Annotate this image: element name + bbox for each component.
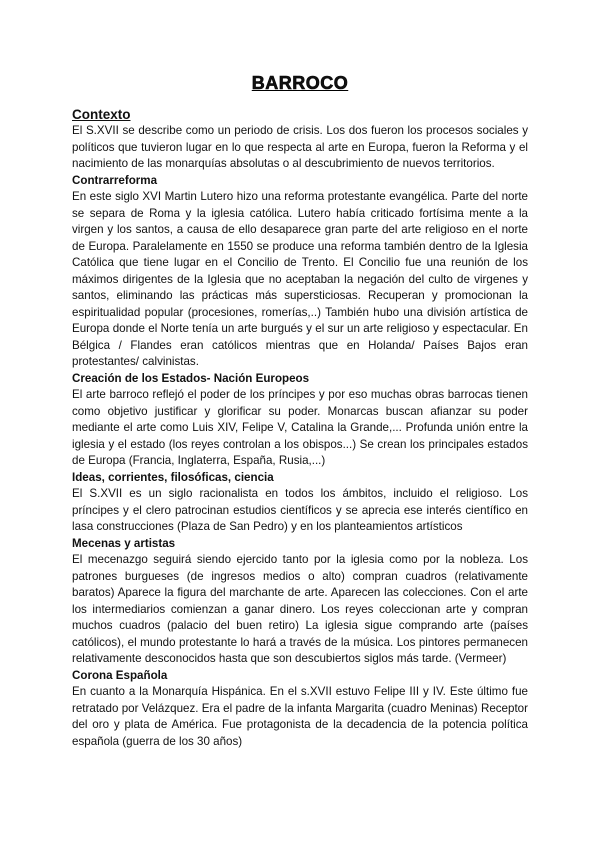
section-heading: Contexto (72, 107, 131, 122)
section-heading: Corona Española (72, 668, 168, 682)
section-contexto (72, 106, 528, 173)
section-heading: Mecenas y artistas (72, 536, 176, 550)
section-heading: Creación de los Estados- Nación Europeos (72, 371, 310, 385)
section-heading: Contrarreforma (72, 173, 158, 187)
section-body: El S.XVII se describe como un periodo de crisis. Los dos fueron los procesos sociales y políticos que tuvieron lugar en lo que respecta al arte en Europa, fueron la Reforma y el nacimiento de las monarquías absolutas o al descubrimiento de nuevos territorios. (72, 124, 528, 170)
section-body: El arte barroco reflejó el poder de los príncipes y por eso muchas obras barrocas tienen como objetivo justificar y glorificar su poder. Monarcas buscan afianzar su poder mediante el arte como Luis XIV, Felipe V, Catalina la Grande,... Profunda unión entre la iglesia y el estado (los reyes controlan a los obispos...) Se crean los principales estados de Europa (Francia, Inglaterra, España, Rusia,...) (72, 388, 528, 467)
section-ideas-ciencia (72, 470, 528, 536)
section-contrarreforma (72, 173, 528, 371)
section-corona-espanola (72, 668, 528, 751)
section-estados-nacion (72, 371, 528, 470)
section-body: En este siglo XVI Martin Lutero hizo una reforma protestante evangélica. Parte del norte se separa de Roma y la iglesia católica. Lutero había criticado fortísima mente a la virgen y los santos, a causa de ello desaparece gran parte del arte religioso en el norte de Europa. Paralelamente en 1550 se produce una reforma también dentro de la Iglesia Católica que tiene lugar en el Concilio de Trento. El Concilio fue una reunión de los máximos dirigentes de la Iglesia que no aceptaban la negación del culto de virgenes y santos, eliminando las prácticas más supersticiosas. Recuperan y promocionan la espiritualidad popular (procesiones, romerías,..) También hubo una división artística de Europa donde el Norte tenía un arte burgués y el sur un arte religioso y espectacular. En Bélgica / Flandes eran católicos mientras que en Holanda/ Países Bajos eran protestantes/ calvinistas. (72, 190, 528, 368)
section-body: El S.XVII es un siglo racionalista en todos los ámbitos, incluido el religioso. Los príncipes y el clero patrocinan estudios científicos y se aprecia ese interés científico en lasa construcciones (Plaza de San Pedro) y en los planteamientos artísticos (72, 487, 528, 533)
section-body: El mecenazgo seguirá siendo ejercido tanto por la iglesia como por la nobleza. Los patrones burgueses (de ingresos medios o alto) compran cuadros (relativamente baratos) Aparece la figura del marchante de arte. Aparecen las colecciones. Con el arte los intermediarios comienzan a ganar dinero. Los reyes coleccionan arte y compran muchos cuadros (palacio del buen retiro) La iglesia sigue comprando arte (países católicos), el mundo protestante lo hará a través de la música. Los pintores permanecen relativamente desconocidos hasta que son descubiertos siglos más tarde. (Vermeer) (72, 553, 528, 665)
document-title: BARROCO (251, 73, 349, 93)
section-mecenas (72, 536, 528, 668)
section-body: En cuanto a la Monarquía Hispánica. En el s.XVII estuvo Felipe III y IV. Este último fue retratado por Velázquez. Era el padre de la infanta Margarita (cuadro Meninas) Receptor del oro y plata de América. Fue protagonista de la decadencia de la potencia política española (guerra de los 30 años) (72, 685, 528, 748)
section-heading: Ideas, corrientes, filosóficas, ciencia (72, 470, 274, 484)
